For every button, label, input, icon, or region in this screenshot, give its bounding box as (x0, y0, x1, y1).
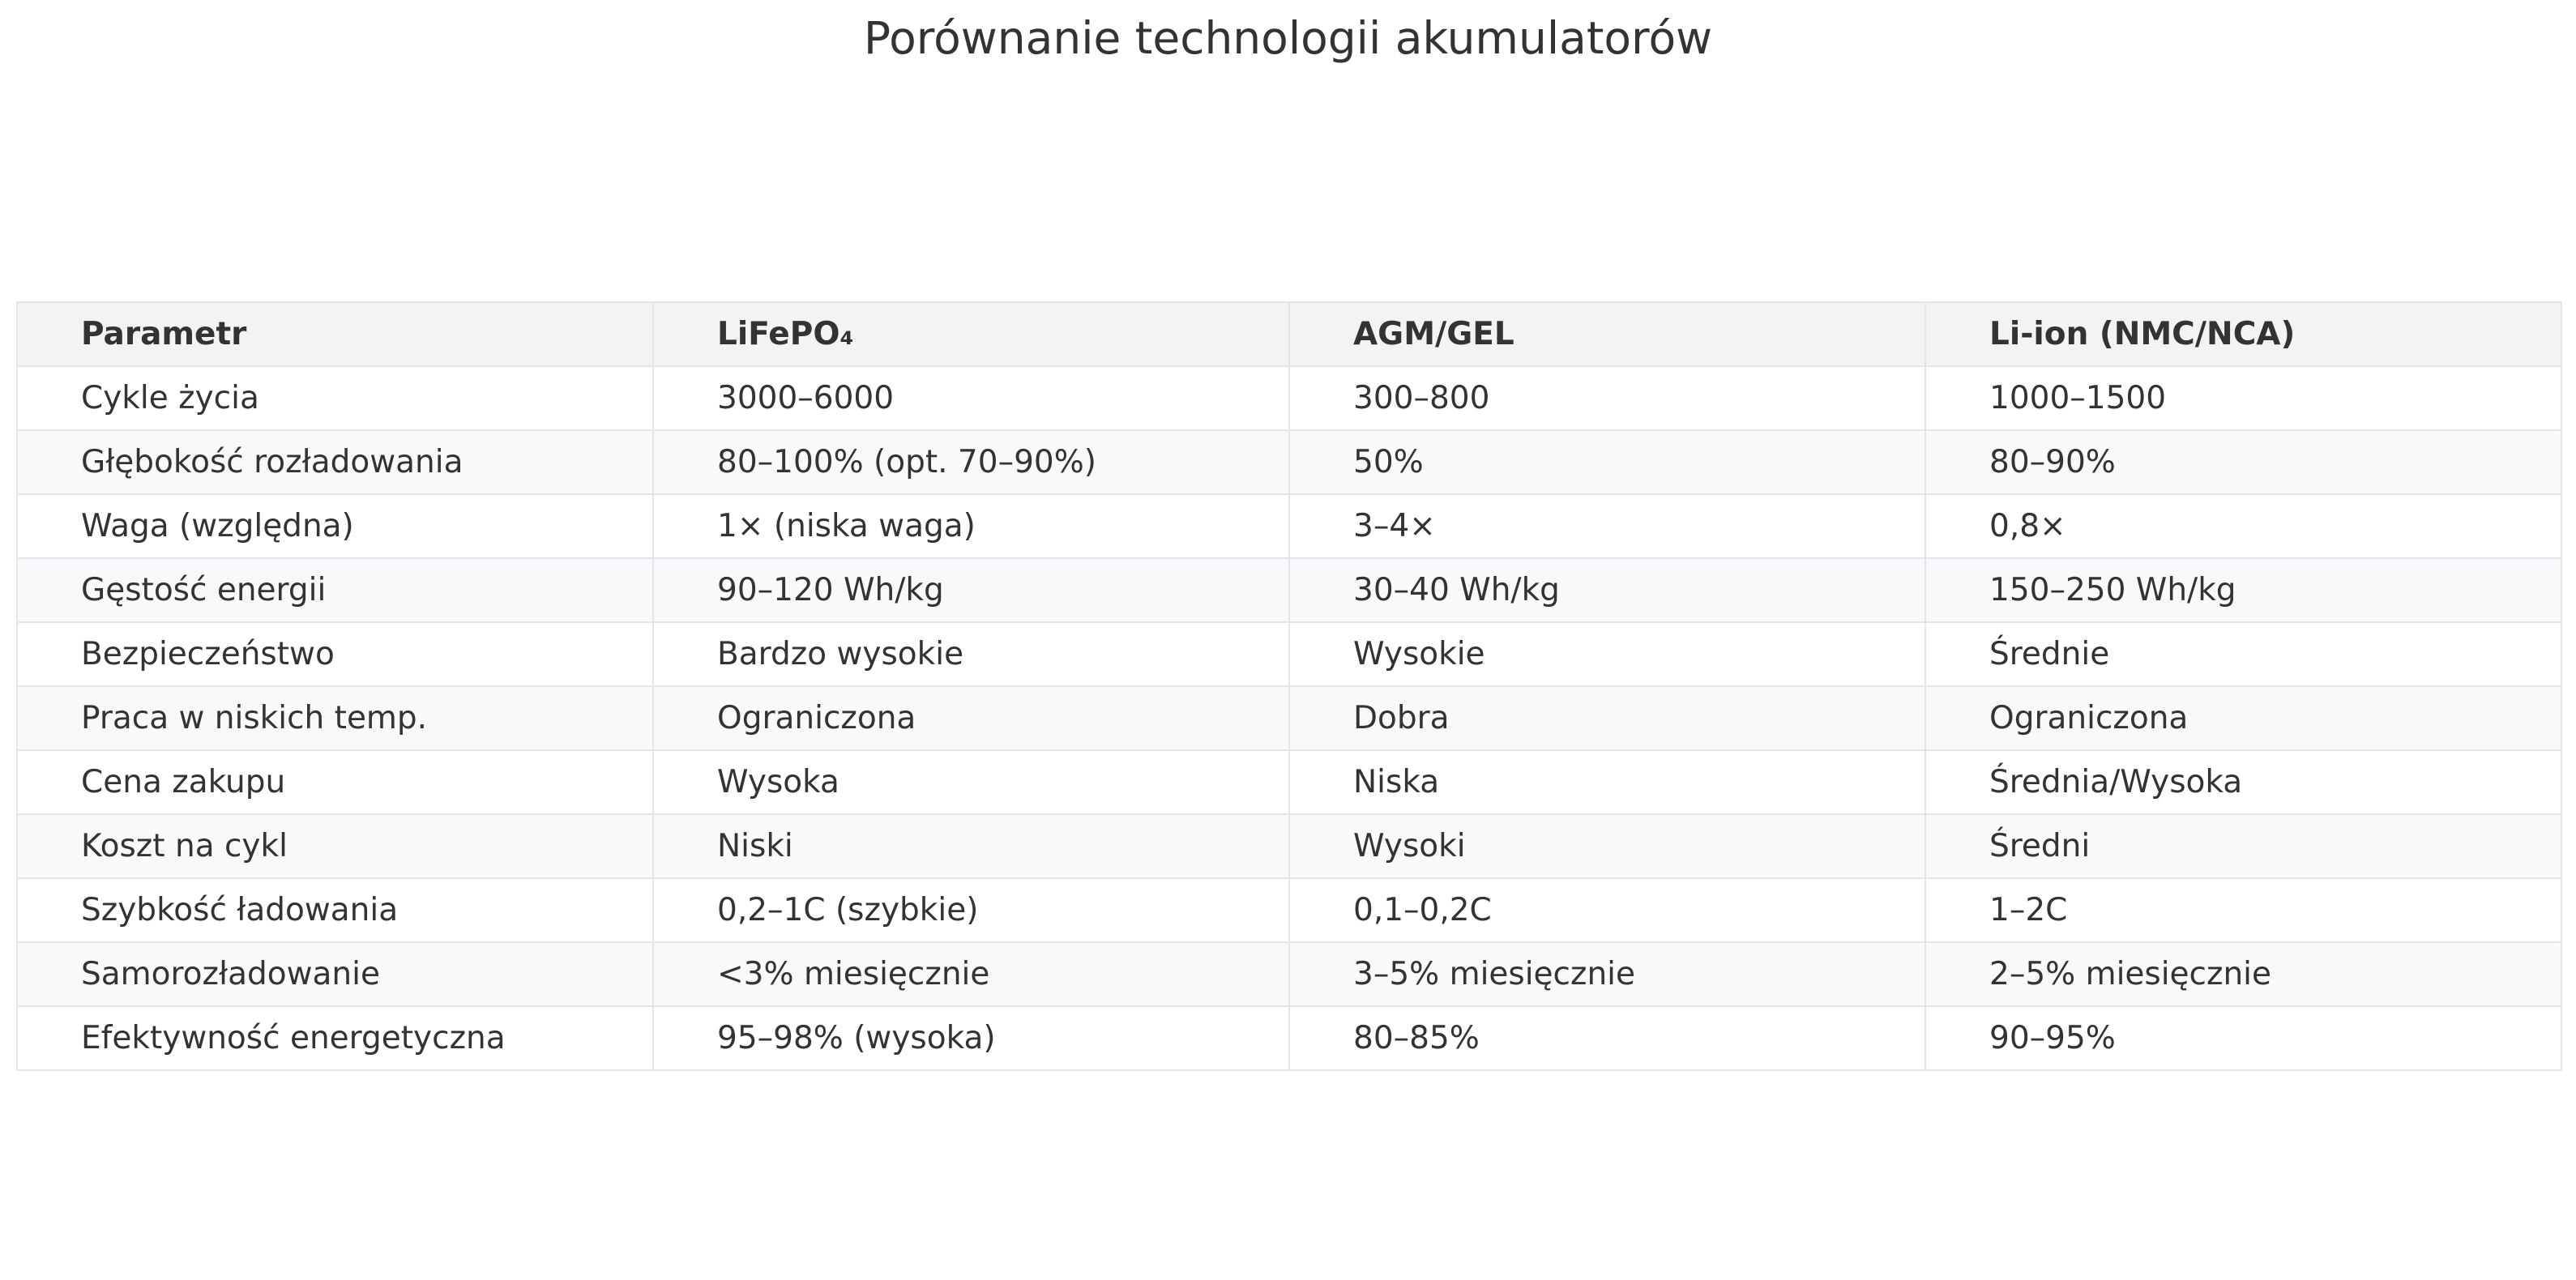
column-header: AGM/GEL (1289, 302, 1925, 366)
value-cell: Średni (1925, 814, 2561, 878)
value-cell: 90–95% (1925, 1006, 2561, 1070)
value-cell: Ograniczona (653, 686, 1289, 750)
table-row (17, 878, 2561, 942)
column-header: LiFePO₄ (653, 302, 1289, 366)
column-header: Li-ion (NMC/NCA) (1925, 302, 2561, 366)
parameter-cell: Koszt na cykl (17, 814, 653, 878)
value-cell: 1× (niska waga) (653, 494, 1289, 558)
parameter-cell: Cykle życia (17, 366, 653, 430)
value-cell: 0,8× (1925, 494, 2561, 558)
value-cell: Wysokie (1289, 622, 1925, 686)
table-row (17, 750, 2561, 814)
value-cell: 30–40 Wh/kg (1289, 558, 1925, 622)
parameter-cell: Samorozładowanie (17, 942, 653, 1006)
value-cell: Niska (1289, 750, 1925, 814)
value-cell: 80–90% (1925, 430, 2561, 494)
header-row (17, 302, 2561, 366)
table-row (17, 1006, 2561, 1070)
column-header: Parametr (17, 302, 653, 366)
comparison-table (16, 301, 2562, 1071)
parameter-cell: Praca w niskich temp. (17, 686, 653, 750)
value-cell: <3% miesięcznie (653, 942, 1289, 1006)
value-cell: Wysoka (653, 750, 1289, 814)
value-cell: 150–250 Wh/kg (1925, 558, 2561, 622)
value-cell: 50% (1289, 430, 1925, 494)
parameter-cell: Cena zakupu (17, 750, 653, 814)
table-row (17, 430, 2561, 494)
value-cell: 3–5% miesięcznie (1289, 942, 1925, 1006)
value-cell: 300–800 (1289, 366, 1925, 430)
value-cell: 80–85% (1289, 1006, 1925, 1070)
value-cell: Ograniczona (1925, 686, 2561, 750)
value-cell: Wysoki (1289, 814, 1925, 878)
value-cell: 1–2C (1925, 878, 2561, 942)
value-cell: Niski (653, 814, 1289, 878)
table-row (17, 366, 2561, 430)
table-row (17, 686, 2561, 750)
value-cell: Bardzo wysokie (653, 622, 1289, 686)
value-cell: 0,2–1C (szybkie) (653, 878, 1289, 942)
parameter-cell: Bezpieczeństwo (17, 622, 653, 686)
value-cell: Średnie (1925, 622, 2561, 686)
value-cell: Dobra (1289, 686, 1925, 750)
chart-title: Porównanie technologii akumulatorów (863, 12, 1713, 64)
value-cell: 3000–6000 (653, 366, 1289, 430)
table-body (17, 366, 2561, 1070)
parameter-cell: Efektywność energetyczna (17, 1006, 653, 1070)
table-row (17, 558, 2561, 622)
value-cell: 3–4× (1289, 494, 1925, 558)
parameter-cell: Głębokość rozładowania (17, 430, 653, 494)
value-cell: 1000–1500 (1925, 366, 2561, 430)
table-row (17, 814, 2561, 878)
value-cell: 80–100% (opt. 70–90%) (653, 430, 1289, 494)
parameter-cell: Gęstość energii (17, 558, 653, 622)
value-cell: 90–120 Wh/kg (653, 558, 1289, 622)
table-row (17, 942, 2561, 1006)
table-row (17, 622, 2561, 686)
value-cell: Średnia/Wysoka (1925, 750, 2561, 814)
value-cell: 95–98% (wysoka) (653, 1006, 1289, 1070)
value-cell: 2–5% miesięcznie (1925, 942, 2561, 1006)
parameter-cell: Waga (względna) (17, 494, 653, 558)
value-cell: 0,1–0,2C (1289, 878, 1925, 942)
parameter-cell: Szybkość ładowania (17, 878, 653, 942)
table-row (17, 494, 2561, 558)
